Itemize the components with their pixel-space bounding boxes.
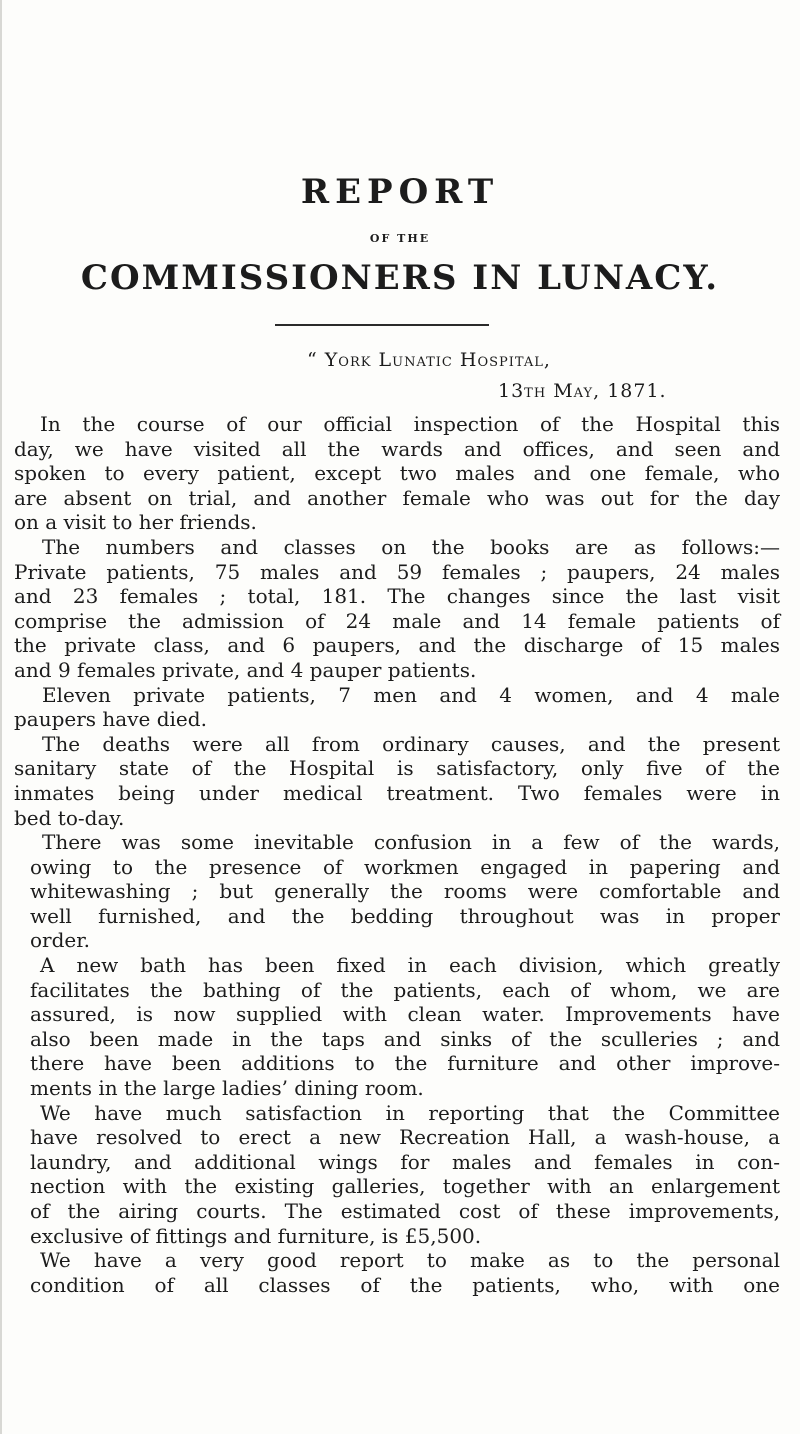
text-line: condition of all classes of the patients, who, with one (30, 1272, 780, 1297)
text-line: We have a very good report to make as to the personal (40, 1248, 780, 1273)
text-line: ments in the large ladies’ dining room. (30, 1076, 424, 1101)
text-line: whitewashing ; but generally the rooms were comfortable and (30, 879, 780, 904)
letter-date: 13th May, 1871. (498, 380, 667, 402)
text-line: There was some inevitable confusion in a few of the wards, (42, 830, 780, 855)
report-subtitle: COMMISSIONERS IN LUNACY. (80, 258, 720, 298)
text-line: spoken to every patient, except two males and one female, who (14, 461, 780, 486)
text-line: are absent on trial, and another female who was out for the day (14, 485, 780, 510)
text-line: laundry, and additional wings for males and females in con- (30, 1149, 780, 1174)
text-line: inmates being under medical treatment. Two females were in (14, 780, 780, 805)
text-line: nection with the existing galleries, together with an enlargement (30, 1174, 780, 1199)
text-line: of the airing courts. The estimated cost of these improvements, (30, 1199, 780, 1223)
text-line: the private class, and 6 paupers, and the discharge of 15 males (14, 633, 780, 658)
report-title: REPORT (300, 172, 500, 212)
text-line: owing to the presence of workmen engaged in papering and (30, 854, 780, 879)
text-line: there have been additions to the furniture and other improve- (30, 1051, 780, 1076)
text-line: In the course of our official inspection of the Hospital this (40, 412, 780, 436)
report-body (14, 412, 780, 1297)
title-divider (275, 324, 489, 326)
text-line: day, we have visited all the wards and offices, and seen and (14, 436, 780, 461)
text-line: bed to-day. (14, 805, 125, 830)
text-line: facilitates the bathing of the patients, each of whom, we are (30, 977, 780, 1002)
text-line: A new bath has been fixed in each division, which greatly (40, 953, 780, 978)
letter-place: “ York Lunatic Hospital, (307, 349, 551, 371)
text-line: and 9 females private, and 4 pauper patients. (14, 657, 477, 682)
text-line: Eleven private patients, 7 men and 4 women, and 4 male (42, 682, 780, 707)
text-line: have resolved to erect a new Recreation Hall, a wash-house, a (30, 1125, 780, 1150)
text-line: on a visit to her friends. (14, 510, 257, 535)
report-of-the: OF THE (369, 232, 431, 245)
page-edge-shadow (0, 0, 2, 1434)
text-line: The numbers and classes on the books are as follows:— (42, 534, 780, 559)
text-line: exclusive of fittings and furniture, is £5,500. (30, 1223, 482, 1248)
text-line: Private patients, 75 males and 59 females ; paupers, 24 males (14, 559, 780, 584)
text-line: sanitary state of the Hospital is satisfactory, only five of the (14, 756, 780, 781)
text-line: paupers have died. (14, 707, 207, 732)
text-line: assured, is now supplied with clean water. Improvements have (30, 1002, 780, 1027)
text-line: The deaths were all from ordinary causes, and the present (42, 731, 780, 756)
text-line: We have much satisfaction in reporting that the Committee (40, 1100, 780, 1125)
text-line: comprise the admission of 24 male and 14 female patients of (14, 608, 780, 633)
text-line: and 23 females ; total, 181. The changes since the last visit (14, 584, 780, 609)
text-line: also been made in the taps and sinks of the sculleries ; and (30, 1026, 780, 1051)
text-line: well furnished, and the bedding throughout was in proper (30, 903, 780, 928)
text-line: order. (30, 928, 90, 953)
